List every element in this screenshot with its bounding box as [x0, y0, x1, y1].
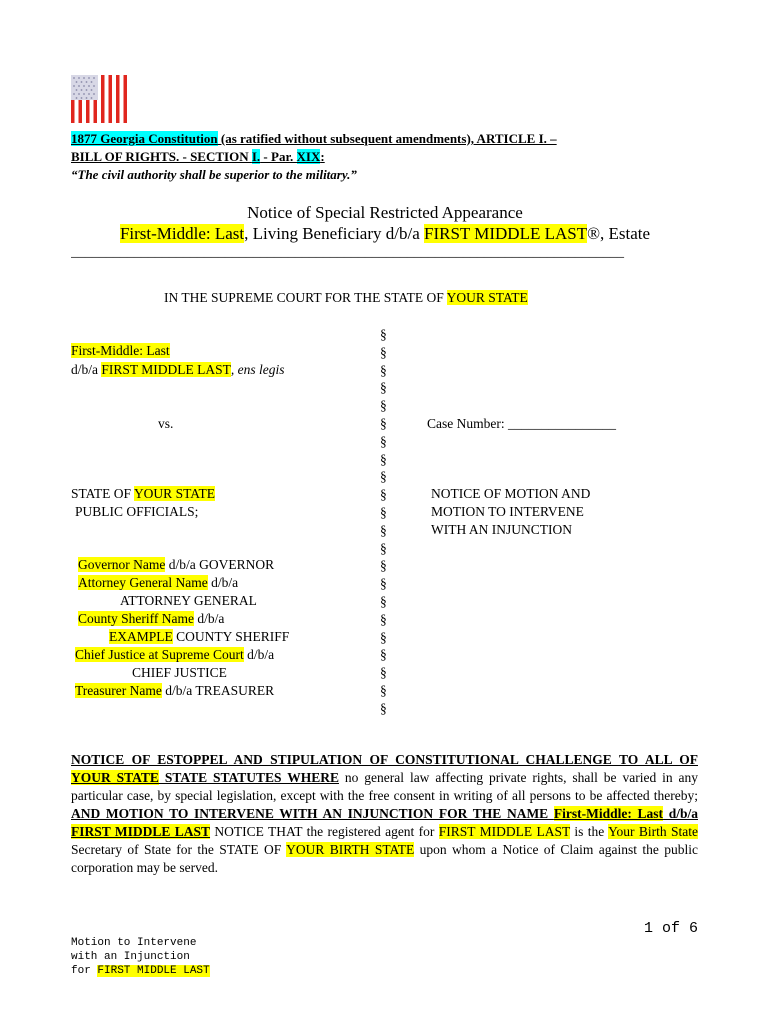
estate-label: ®, Estate — [587, 224, 651, 243]
court-heading — [164, 290, 528, 306]
citation-line-1 — [71, 131, 557, 147]
plaintiff-caps: FIRST MIDDLE LAST — [101, 362, 231, 377]
title-rule: _______________________________________________________________________________ — [71, 245, 624, 260]
citation-source: 1877 Georgia Constitution — [71, 131, 218, 146]
footer-line-1: Motion to Intervene — [71, 937, 197, 949]
section-mark: § — [380, 451, 387, 467]
injunction-name: First-Middle: Last — [553, 806, 664, 821]
citation-article: (as ratified without subsequent amendments), ARTICLE I. – — [217, 131, 557, 146]
section-mark: § — [380, 576, 387, 592]
section-mark: § — [380, 611, 387, 627]
citation-bill-of-rights: BILL OF RIGHTS. - SECTION — [71, 149, 252, 164]
section-mark: § — [380, 629, 387, 645]
chief-justice-name: Chief Justice at Supreme Court — [75, 647, 244, 662]
section-mark: § — [380, 487, 387, 503]
general-law-text: no general law affecting private rights, shall be varied in any particular case, by special legislation, except with the free consent in writing of all persons to be affected thereby; — [71, 770, 699, 803]
citation-par: XIX — [296, 149, 321, 164]
section-marks-column — [380, 326, 387, 718]
defendant-line-2: PUBLIC OFFICIALS; — [75, 504, 199, 519]
section-mark: § — [380, 344, 387, 360]
citation-line-2 — [71, 149, 325, 165]
section-mark: § — [380, 593, 387, 609]
injunction-caps: FIRST MIDDLE LAST — [71, 824, 211, 839]
chief-justice-dba: d/b/a — [243, 647, 275, 662]
attorney-general-dba: d/b/a — [207, 575, 239, 590]
beneficiary-caps: FIRST MIDDLE LAST — [424, 224, 588, 243]
sheriff-name: County Sheriff Name — [78, 611, 194, 626]
section-mark: § — [380, 362, 387, 378]
page-number: 1 of 6 — [643, 920, 698, 937]
estoppel-where: STATE STATUTES WHERE — [158, 770, 339, 785]
registered-agent-text: NOTICE THAT the registered agent for — [210, 824, 439, 839]
injunction-heading: AND MOTION TO INTERVENE WITH AN INJUNCTION FOR THE NAME — [71, 806, 554, 821]
official-attorney-general — [78, 575, 238, 591]
section-mark: § — [380, 415, 387, 431]
defendant-state: YOUR STATE — [133, 486, 215, 501]
registered-agent-caps: FIRST MIDDLE LAST — [438, 824, 571, 839]
birth-state: Your Birth State — [608, 824, 698, 839]
plaintiff-legis: , ens legis — [230, 362, 285, 377]
secretary-of-state-text: Secretary of State for the STATE OF — [71, 842, 287, 857]
section-mark: § — [380, 433, 387, 449]
defendant-line-1 — [71, 486, 215, 502]
estoppel-state: YOUR STATE — [71, 770, 159, 785]
plaintiff-name — [71, 343, 170, 359]
document-subtitle — [0, 224, 770, 244]
sheriff-dba: d/b/a — [193, 611, 225, 626]
birth-state-caps: YOUR BIRTH STATE — [286, 842, 415, 857]
treasurer-name: Treasurer Name — [75, 683, 162, 698]
plaintiff-dba: d/b/a — [71, 362, 102, 377]
treasurer-title: d/b/a TREASURER — [161, 683, 275, 698]
section-mark: § — [380, 504, 387, 520]
court-prefix: IN THE SUPREME COURT FOR THE STATE OF — [164, 290, 447, 305]
attorney-general-name: Attorney General Name — [78, 575, 208, 590]
is-the-text: is the — [570, 824, 609, 839]
case-number: Case Number: ________________ — [427, 416, 616, 431]
section-mark: § — [380, 540, 387, 556]
section-mark: § — [380, 469, 387, 485]
estoppel-heading: NOTICE OF ESTOPPEL AND STIPULATION OF CONSTITUTIONAL CHALLENGE TO ALL OF — [71, 752, 698, 767]
plaintiff-name-text: First-Middle: Last — [71, 343, 170, 358]
citation-par-label: - Par. — [260, 149, 297, 164]
official-treasurer — [75, 683, 274, 699]
county-sheriff-title — [109, 629, 289, 645]
section-mark: § — [380, 558, 387, 574]
defendant-prefix: STATE OF — [71, 486, 134, 501]
beneficiary-name: First-Middle: Last — [119, 224, 245, 243]
beneficiary-dba: , Living Beneficiary d/b/a — [244, 224, 425, 243]
official-governor — [78, 557, 274, 573]
notice-line-1: NOTICE OF MOTION AND — [431, 486, 591, 501]
court-state: YOUR STATE — [446, 290, 528, 305]
notice-line-3: WITH AN INJUNCTION — [431, 522, 572, 537]
citation-colon: : — [320, 149, 325, 164]
plaintiff-dba-line — [71, 362, 285, 378]
citation-section: I. — [251, 149, 261, 164]
footer — [71, 937, 210, 978]
official-chief-justice — [75, 647, 274, 663]
section-mark: § — [380, 682, 387, 698]
attorney-general-title: ATTORNEY GENERAL — [120, 593, 257, 608]
document-title: Notice of Special Restricted Appearance — [247, 203, 523, 222]
citation-quote: “The civil authority shall be superior to the military.” — [71, 167, 357, 182]
footer-caps: FIRST MIDDLE LAST — [97, 964, 210, 977]
section-mark: § — [380, 522, 387, 538]
section-mark: § — [380, 700, 387, 716]
governor-title: d/b/a GOVERNOR — [165, 557, 275, 572]
us-flag-icon — [71, 75, 131, 123]
injunction-dba: d/b/a — [663, 806, 698, 821]
section-mark: § — [380, 665, 387, 681]
county-example: EXAMPLE — [109, 629, 173, 644]
versus-label: vs. — [158, 416, 174, 431]
footer-line-3 — [71, 965, 210, 979]
section-mark: § — [380, 398, 387, 414]
notice-line-2: MOTION TO INTERVENE — [431, 504, 584, 519]
notice-paragraph — [71, 751, 698, 877]
official-sheriff — [78, 611, 224, 627]
footer-line-2: with an Injunction — [71, 950, 190, 963]
notice-of-claim-text: upon whom a Notice of Claim against the public corporation may be served. — [71, 842, 698, 875]
section-mark: § — [380, 647, 387, 663]
county-sheriff-label: COUNTY SHERIFF — [172, 629, 290, 644]
section-mark: § — [380, 327, 387, 342]
section-mark: § — [380, 380, 387, 396]
chief-justice-title: CHIEF JUSTICE — [132, 665, 227, 680]
governor-name: Governor Name — [78, 557, 166, 572]
footer-prefix: for — [71, 964, 98, 977]
